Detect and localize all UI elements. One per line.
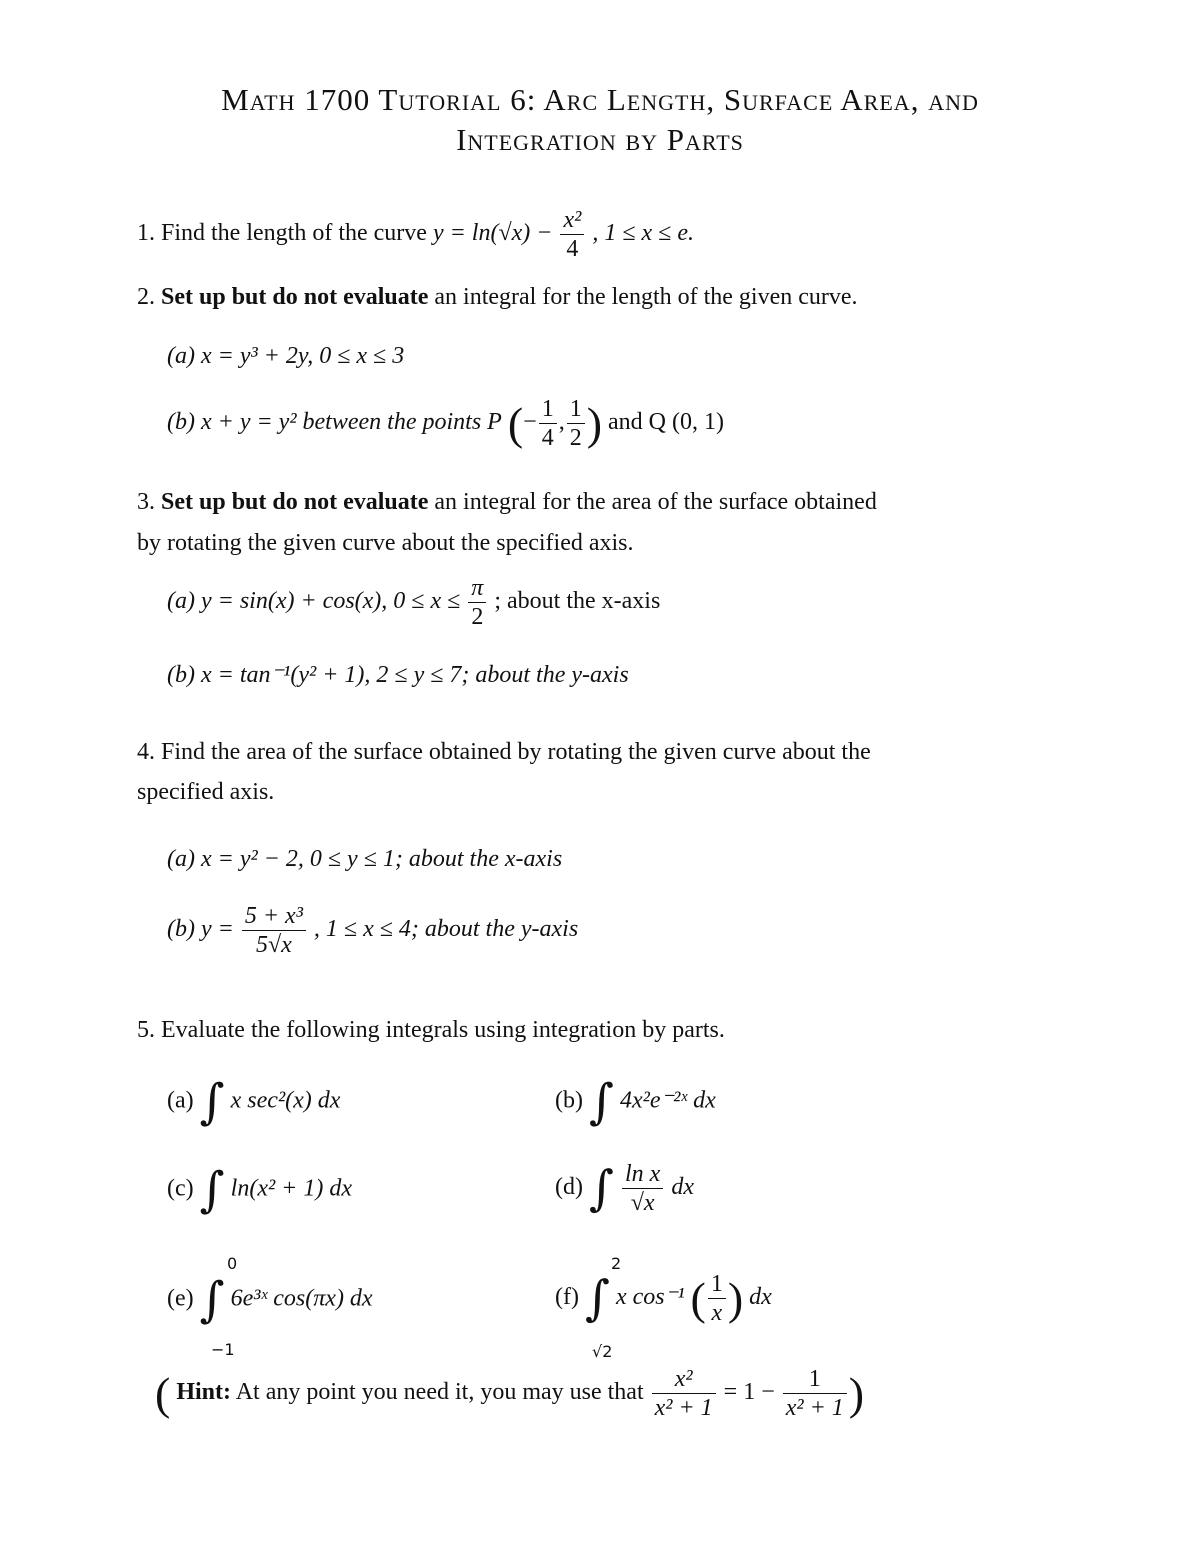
question-number: 2. <box>137 284 155 310</box>
integral-lower-limit: √2 <box>592 1342 613 1361</box>
fraction-denominator: 5√x <box>255 932 292 958</box>
emphasis: Set up but do not evaluate <box>161 284 429 310</box>
integral-sign: ∫ <box>199 1272 225 1328</box>
fraction-numerator: 1 <box>708 1270 726 1299</box>
fraction-numerator: x² <box>652 1365 716 1394</box>
question-5b <box>555 1074 716 1130</box>
fraction <box>622 1160 663 1217</box>
right-paren: ) <box>848 1368 865 1419</box>
emphasis: Set up but do not evaluate <box>161 489 429 515</box>
question-4-text-cont: specified axis. <box>137 779 275 805</box>
question-5e <box>167 1272 373 1328</box>
equation: y = ln(√x) − <box>432 220 553 247</box>
question-3 <box>137 489 877 516</box>
hint-label: Hint: <box>176 1379 231 1406</box>
fraction <box>783 1365 847 1422</box>
part-label: (c) <box>167 1175 194 1202</box>
part-label: (f) <box>555 1284 579 1311</box>
integrand: ln(x² + 1) dx <box>230 1175 353 1202</box>
question-text: Evaluate the following integrals using integration by parts. <box>161 1017 725 1043</box>
question-number: 5. <box>137 1017 155 1043</box>
hint-text: At any point you need it, you may use that <box>235 1379 644 1406</box>
question-1 <box>137 206 694 263</box>
integrand: x cos⁻¹ <box>616 1284 685 1311</box>
fraction <box>567 395 585 452</box>
integral-sign: ∫ <box>199 1162 225 1218</box>
fraction-denominator: √x <box>630 1190 655 1216</box>
fraction <box>539 395 557 452</box>
equals: = 1 − <box>723 1379 775 1406</box>
fraction-denominator: 2 <box>569 425 582 451</box>
fraction-numerator: 1 <box>567 395 585 424</box>
question-3a <box>167 574 660 631</box>
integral-upper-limit: 0 <box>227 1254 238 1273</box>
question-2b: (b) x + y = y² between the points P (− $\frac{1}{4}$ , $\frac{1}{2}$ ) and Q (0, 1) <box>167 396 724 451</box>
question-2 <box>137 284 858 311</box>
fraction-denominator: 4 <box>566 236 579 262</box>
question-4a: (a) x = y² − 2, 0 ≤ y ≤ 1; about the x-axis <box>167 846 563 872</box>
left-paren: ( <box>507 398 524 449</box>
fraction-numerator: 5 + x³ <box>242 902 306 931</box>
integrand: 4x²e⁻²ˣ dx <box>620 1087 716 1114</box>
fraction-denominator: 4 <box>541 425 554 451</box>
integral-sign: ∫ <box>584 1270 610 1327</box>
part-label: (a) <box>167 1087 194 1114</box>
equation: (a) y = sin(x) + cos(x), 0 ≤ x ≤ <box>167 588 461 615</box>
question-text: Find the length of the curve <box>161 220 427 247</box>
part-label: (e) <box>167 1285 194 1312</box>
fraction-numerator: π <box>468 574 486 603</box>
fraction-numerator: ln x <box>622 1160 663 1189</box>
fraction <box>242 902 306 959</box>
fraction-numerator: x² <box>560 206 584 235</box>
range: , 1 ≤ x ≤ 4; about the y-axis <box>313 916 579 943</box>
fraction-denominator: x² + 1 <box>654 1395 713 1421</box>
point-q: and Q (0, 1) <box>608 409 724 436</box>
question-4b <box>167 902 578 959</box>
integral-sign: ∫ <box>588 1160 614 1217</box>
hint <box>155 1365 864 1422</box>
fraction <box>468 574 486 631</box>
fraction-denominator: x² + 1 <box>785 1395 844 1421</box>
range: , 1 ≤ x ≤ e. <box>592 220 694 247</box>
axis-text: ; about the x-axis <box>494 588 661 615</box>
question-number: 1. <box>137 220 155 247</box>
fraction-numerator: 1 <box>539 395 557 424</box>
question-5d <box>555 1160 694 1217</box>
fraction <box>708 1270 726 1327</box>
fraction-denominator: x <box>711 1300 723 1326</box>
question-text: an integral for the area of the surface obtained <box>434 489 877 515</box>
equation: (b) x + y = y² between the points P <box>167 409 502 436</box>
question-5 <box>137 1017 725 1044</box>
integral-upper-limit: 2 <box>611 1254 622 1273</box>
integral-lower-limit: −1 <box>211 1340 235 1359</box>
integrand: 6e³ˣ cos(πx) dx <box>230 1285 373 1312</box>
right-paren: ) <box>727 1273 744 1324</box>
question-text: Find the area of the surface obtained by rotating the given curve about the <box>161 739 871 765</box>
differential: dx <box>671 1174 694 1201</box>
left-paren: ( <box>155 1368 171 1419</box>
question-3b: (b) x = tan⁻¹(y² + 1), 2 ≤ y ≤ 7; about the y-axis <box>167 662 629 688</box>
fraction <box>652 1365 716 1422</box>
differential: dx <box>749 1284 772 1311</box>
question-number: 3. <box>137 489 155 515</box>
equation: (b) y = <box>167 916 234 943</box>
question-4 <box>137 739 871 766</box>
question-5a <box>167 1074 341 1130</box>
question-text: an integral for the length of the given curve. <box>434 284 858 310</box>
integrand: x sec²(x) dx <box>230 1087 341 1114</box>
part-label: (b) <box>555 1087 583 1114</box>
question-2a: (a) x = y³ + 2y, 0 ≤ x ≤ 3 <box>167 343 405 369</box>
right-paren: ) <box>586 398 603 449</box>
page-title-line-2: Integration by Parts <box>456 122 744 157</box>
page-title-line-1: Math 1700 Tutorial 6: Arc Length, Surface Area, and <box>221 82 979 117</box>
left-paren: ( <box>690 1273 706 1324</box>
part-label: (d) <box>555 1174 583 1201</box>
question-3-text-cont: by rotating the given curve about the specified axis. <box>137 530 634 556</box>
integral-sign: ∫ <box>588 1074 614 1130</box>
fraction <box>560 206 584 263</box>
fraction-numerator: 1 <box>783 1365 847 1394</box>
question-5c <box>167 1162 353 1218</box>
fraction-denominator: 2 <box>471 604 484 630</box>
question-number: 4. <box>137 739 155 765</box>
question-5f <box>555 1270 772 1327</box>
integral-sign: ∫ <box>199 1074 225 1130</box>
